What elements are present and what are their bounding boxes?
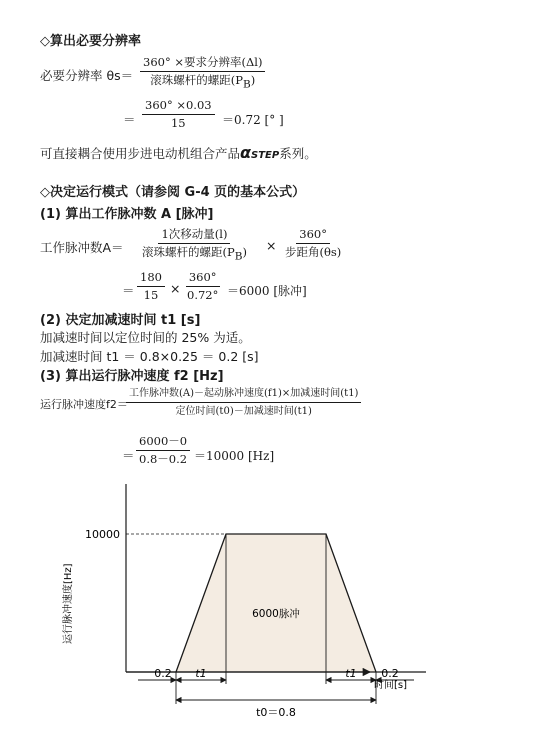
subscript-b: B bbox=[242, 78, 251, 91]
subheading-accel-time: (2) 决定加减速时间 t1 [s] bbox=[40, 313, 201, 328]
brand-alpha-logo: α bbox=[240, 143, 252, 162]
accel-calc-line: 加减速时间 t1 ＝ 0.8×0.25 ＝ 0.2 [s] bbox=[40, 349, 259, 364]
pulse-fraction-4 bbox=[184, 270, 221, 303]
speed-fraction bbox=[126, 386, 361, 419]
resolution-value-numerator: 360° ×0.03 bbox=[142, 98, 215, 115]
speed-fraction-denominator: 定位时间(t0)－加减速时间(t1) bbox=[175, 406, 312, 417]
total-time-label: t0＝0.8 bbox=[256, 706, 296, 719]
section-heading-resolution: ◇算出必要分辨率 bbox=[40, 34, 141, 49]
resolution-value-denominator: 15 bbox=[170, 116, 186, 130]
note-prefix: 可直接耦合使用步进电动机组合产品 bbox=[40, 146, 241, 161]
segment-label-t1-left: t1 bbox=[195, 667, 207, 680]
speed-label: 运行脉冲速度f2＝ bbox=[40, 398, 128, 411]
pulse-fraction-2 bbox=[282, 227, 344, 260]
resolution-fraction bbox=[140, 55, 265, 92]
pulse-count-label: 工作脉冲数A＝ bbox=[40, 240, 124, 255]
area-label: 6000脉冲 bbox=[252, 608, 300, 620]
resolution-result: ＝0.72 [° ] bbox=[222, 113, 284, 127]
denominator-text: 滚珠螺杆的螺距(P bbox=[150, 73, 243, 87]
trapezoid-area bbox=[126, 534, 426, 672]
pulse-fraction-3-numerator: 180 bbox=[137, 270, 165, 287]
pulse-count-result: ＝6000 [脉冲] bbox=[227, 284, 307, 298]
brand-step-logo: STEP bbox=[251, 150, 280, 161]
subheading-speed: (3) 算出运行脉冲速度 f2 [Hz] bbox=[40, 369, 224, 384]
pulse-fraction-1-numerator: 1次移动量(l) bbox=[158, 227, 230, 244]
accel-note-line: 加减速时间以定位时间的 25% 为适。 bbox=[40, 330, 251, 345]
speed-value-fraction bbox=[136, 434, 190, 467]
resolution-fraction-denominator bbox=[147, 72, 258, 92]
segment-label-0.2-left: 0.2 bbox=[154, 667, 172, 680]
subscript-b: B bbox=[234, 250, 243, 263]
y-axis-label: 运行脉冲速度[Hz] bbox=[63, 563, 74, 644]
resolution-value-fraction bbox=[142, 98, 215, 131]
close-paren: ) bbox=[250, 73, 256, 87]
pulse-fraction-2-numerator: 360° bbox=[296, 227, 330, 244]
segment-label-t1-right: t1 bbox=[345, 667, 357, 680]
speed-time-chart bbox=[0, 479, 533, 739]
product-note bbox=[40, 143, 317, 162]
denominator-text: 滚珠螺杆的螺距(P bbox=[142, 245, 235, 259]
equals-sign: ＝ bbox=[122, 448, 135, 463]
note-suffix: 系列。 bbox=[279, 146, 317, 161]
speed-fraction-numerator: 工作脉冲数(A)－起动脉冲速度(f1)×加减速时间(t1) bbox=[126, 386, 361, 403]
close-paren: ) bbox=[242, 245, 247, 259]
equals-sign: ＝ bbox=[123, 112, 136, 127]
speed-result: ＝10000 [Hz] bbox=[194, 449, 275, 463]
resolution-label: 必要分辨率 θs＝ bbox=[40, 68, 134, 83]
pulse-fraction-3 bbox=[137, 270, 165, 303]
segment-label-0.2-right: 0.2 bbox=[381, 667, 399, 680]
y-tick-label-10000: 10000 bbox=[85, 528, 120, 541]
pulse-fraction-4-numerator: 360° bbox=[186, 270, 220, 287]
x-axis-label: 时间[s] bbox=[374, 680, 408, 691]
pulse-fraction-1 bbox=[139, 227, 250, 264]
subheading-pulse-count: (1) 算出工作脉冲数 A [脉冲] bbox=[40, 207, 214, 222]
speed-value-denominator: 0.8－0.2 bbox=[139, 452, 188, 466]
pulse-fraction-1-denominator bbox=[139, 244, 250, 264]
speed-value-numerator: 6000－0 bbox=[136, 434, 190, 451]
pulse-fraction-3-denominator: 15 bbox=[143, 288, 159, 302]
section-heading-mode: ◇决定运行模式（请参阅 G-4 页的基本公式） bbox=[40, 185, 306, 200]
pulse-fraction-2-denominator: 步距角(θs) bbox=[285, 245, 342, 259]
pulse-fraction-4-denominator: 0.72° bbox=[187, 288, 219, 302]
resolution-fraction-numerator: 360° ×要求分辨率(Δl) bbox=[140, 55, 265, 72]
equals-sign: ＝ bbox=[122, 283, 135, 298]
times-sign: × bbox=[266, 238, 277, 253]
times-sign: × bbox=[170, 281, 181, 296]
